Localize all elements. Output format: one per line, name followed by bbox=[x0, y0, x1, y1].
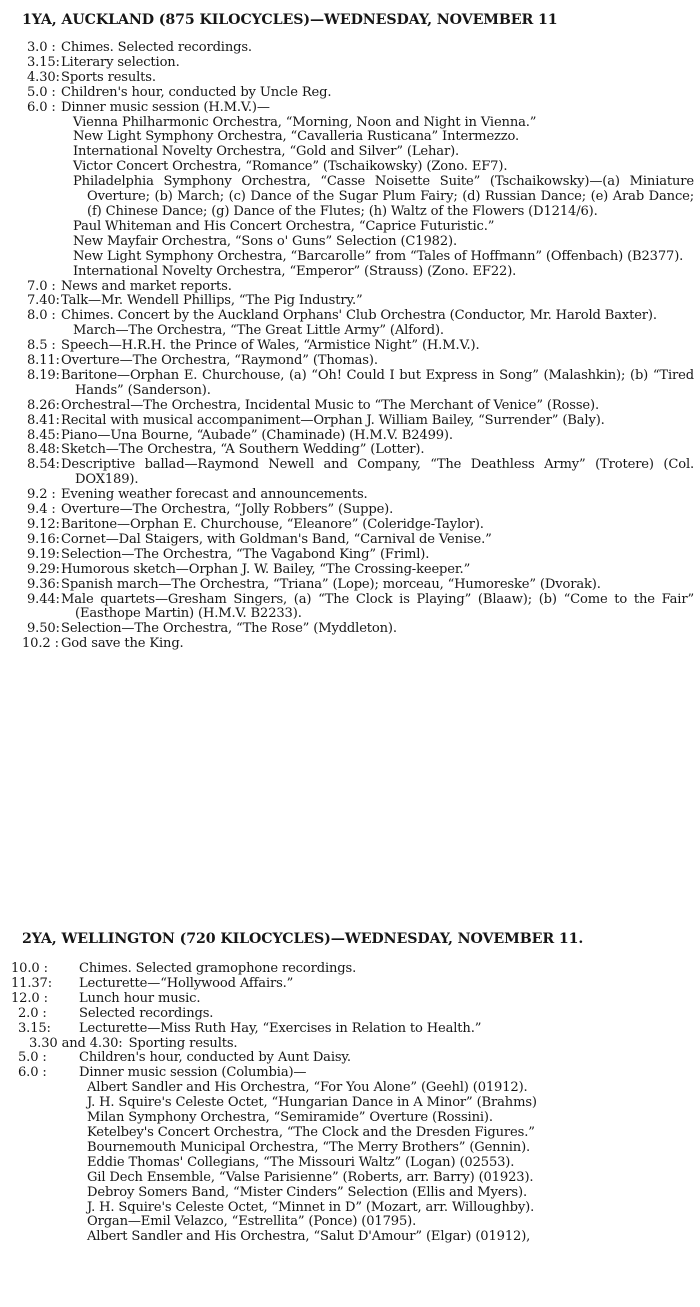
entry-text: J. H. Squire's Celeste Octet, “Hungarian Dance in A Minor” (Brahms) bbox=[87, 1095, 537, 1111]
entry-text: Speech—H.R.H. the Prince of Wales, “Armistice Night” (H.M.V.). bbox=[61, 338, 480, 354]
programme-entry bbox=[0, 1022, 700, 1037]
entry-text: Gil Dech Ensemble, “Valse Parisienne” (Roberts, arr. Barry) (01923). bbox=[87, 1169, 534, 1185]
programme-item bbox=[0, 1111, 700, 1126]
programme-item bbox=[0, 1201, 700, 1216]
entry-time: 9.12: bbox=[27, 517, 60, 532]
section-2-heading: 2YA, WELLINGTON (720 KILOCYCLES)—WEDNESDAY, NOVEMBER 11. bbox=[22, 931, 584, 947]
entry-time: 6.0 : bbox=[18, 1065, 47, 1081]
entry-text: Cornet—Dal Staigers, with Goldman's Band, “Carnival de Venise.” bbox=[61, 531, 492, 547]
entry-text: Vienna Philharmonic Orchestra, “Morning, Noon and Night in Vienna.” bbox=[73, 114, 537, 130]
entry-text: Overture—The Orchestra, “Raymond” (Thomas). bbox=[61, 353, 378, 369]
entry-time: 2.0 : bbox=[18, 1005, 47, 1021]
entry-text: Chimes. Concert by the Auckland Orphans' Club Orchestra (Conductor, Mr. Harold Baxter). bbox=[61, 308, 657, 324]
entry-time: 8.54: bbox=[27, 457, 60, 473]
entry-text: Lecturette—Miss Ruth Hay, “Exercises in Relation to Health.” bbox=[79, 1020, 482, 1036]
entry-time: 10.0 : bbox=[11, 961, 48, 976]
entry-time: 8.11: bbox=[27, 353, 60, 369]
entry-time: 9.50: bbox=[27, 621, 60, 637]
section-1-programme-list bbox=[0, 41, 700, 652]
entry-time: 3.15: bbox=[18, 1020, 51, 1036]
entry-text: Bournemouth Municipal Orchestra, “The Merry Brothers” (Gennin). bbox=[87, 1139, 531, 1155]
entry-time: 7.0 : bbox=[27, 278, 56, 294]
entry-text: Evening weather forecast and announcements. bbox=[61, 487, 368, 503]
entry-text: Chimes. Selected gramophone recordings. bbox=[79, 961, 357, 976]
programme-item bbox=[0, 1126, 700, 1141]
entry-time: 8.45: bbox=[27, 427, 60, 443]
programme-entry bbox=[0, 533, 700, 548]
programme-entry bbox=[0, 354, 700, 369]
entry-text: Lecturette—“Hollywood Affairs.” bbox=[79, 975, 294, 991]
entry-time: 9.4 : bbox=[27, 502, 56, 518]
programme-item bbox=[0, 145, 700, 160]
entry-text: Spanish march—The Orchestra, “Triana” (Lope); morceau, “Humoreske” (Dvorak). bbox=[61, 576, 601, 592]
programme-entry bbox=[0, 488, 700, 503]
entry-text: Dinner music session (H.M.V.)— bbox=[61, 99, 270, 115]
entry-time: 9.36: bbox=[27, 576, 60, 592]
section-1-heading: 1YA, AUCKLAND (875 KILOCYCLES)—WEDNESDAY, NOVEMBER 11 bbox=[22, 12, 558, 28]
programme-item bbox=[0, 1186, 700, 1201]
programme-entry bbox=[0, 429, 700, 444]
entry-time: 9.29: bbox=[27, 561, 60, 577]
entry-text: Selection—The Orchestra, “The Rose” (Myddleton). bbox=[61, 621, 397, 637]
programme-entry bbox=[0, 1007, 700, 1022]
entry-text: Selection—The Orchestra, “The Vagabond King” (Friml). bbox=[61, 546, 430, 562]
entry-text: Milan Symphony Orchestra, “Semiramide” Overture (Rossini). bbox=[87, 1110, 493, 1126]
entry-time: 5.0 : bbox=[27, 84, 56, 100]
entry-time: 8.41: bbox=[27, 412, 60, 428]
entry-text: March—The Orchestra, “The Great Little Army” (Alford). bbox=[73, 323, 444, 339]
entry-text: Albert Sandler and His Orchestra, “Salut D'Amour” (Elgar) (01912), bbox=[87, 1229, 531, 1245]
entry-time: 8.26: bbox=[27, 397, 60, 413]
programme-entry bbox=[0, 977, 700, 992]
entry-text: God save the King. bbox=[61, 636, 184, 652]
entry-time: 9.2 : bbox=[27, 487, 56, 503]
entry-text: Philadelphia Symphony Orchestra, “Casse Noisette Suite” (Tschaikowsky)—(a) Miniature Overture; (b) March; (c) Dance of the Sugar Plum Fairy; (d) Russian Dance; (e) Arab Dance; (f) Chinese Dance; (g) Dance of the Flutes; (h) Waltz of the Flowers (D1214/6). bbox=[73, 174, 694, 219]
entry-text: Chimes. Selected recordings. bbox=[61, 40, 252, 55]
programme-item bbox=[0, 175, 700, 220]
entry-text: Male quartets—Gresham Singers, (a) “The Clock is Playing” (Blaaw); (b) “Come to the Fair” (Easthope Martin) (H.M.V. B2233). bbox=[61, 591, 694, 622]
section-2-programme-list bbox=[0, 962, 700, 1245]
entry-time: 3.0 : bbox=[27, 40, 56, 55]
entry-text: Children's hour, conducted by Uncle Reg. bbox=[61, 84, 332, 100]
programme-item bbox=[0, 1156, 700, 1171]
programme-entry bbox=[0, 548, 700, 563]
entry-text: International Novelty Orchestra, “Gold and Silver” (Lehar). bbox=[73, 144, 460, 160]
programme-entry bbox=[0, 1066, 700, 1081]
entry-time: 8.0 : bbox=[27, 308, 56, 324]
programme-item bbox=[0, 324, 700, 339]
entry-text: Debroy Somers Band, “Mister Cinders” Selection (Ellis and Myers). bbox=[87, 1184, 527, 1200]
programme-entry bbox=[0, 369, 700, 399]
programme-item bbox=[0, 1096, 700, 1111]
programme-entry bbox=[0, 1051, 700, 1066]
entry-text: Selected recordings. bbox=[79, 1005, 214, 1021]
programme-item bbox=[0, 235, 700, 250]
entry-text: Overture—The Orchestra, “Jolly Robbers” (Suppe). bbox=[61, 502, 394, 518]
programme-entry bbox=[0, 414, 700, 429]
programme-entry bbox=[0, 443, 700, 458]
entry-time: 10.2 : bbox=[22, 636, 59, 652]
programme-item bbox=[0, 265, 700, 280]
entry-text: Talk—Mr. Wendell Phillips, “The Pig Industry.” bbox=[61, 293, 363, 309]
entry-text: Sports results. bbox=[61, 69, 156, 85]
entry-time: 8.48: bbox=[27, 442, 60, 458]
entry-text: Children's hour, conducted by Aunt Daisy. bbox=[79, 1050, 351, 1066]
programme-entry bbox=[0, 622, 700, 637]
programme-entry bbox=[0, 992, 700, 1007]
entry-time: 9.19: bbox=[27, 546, 60, 562]
entry-time: 12.0 : bbox=[11, 990, 48, 1006]
programme-item bbox=[0, 130, 700, 145]
entry-text: News and market reports. bbox=[61, 278, 232, 294]
programme-entry bbox=[0, 962, 700, 977]
programme-entry bbox=[0, 280, 700, 295]
entry-text: Descriptive ballad—Raymond Newell and Company, “The Deathless Army” (Trotere) (Col. DOX189). bbox=[61, 457, 694, 488]
programme-entry bbox=[0, 294, 700, 309]
entry-text: New Mayfair Orchestra, “Sons o' Guns” Selection (C1982). bbox=[73, 233, 457, 249]
entry-time: 9.44: bbox=[27, 591, 60, 607]
programme-entry bbox=[0, 563, 700, 578]
entry-time: 8.19: bbox=[27, 367, 60, 383]
entry-text: Sketch—The Orchestra, “A Southern Wedding” (Lotter). bbox=[61, 442, 425, 458]
programme-item bbox=[0, 116, 700, 131]
entry-text: Paul Whiteman and His Concert Orchestra, “Caprice Futuristic.” bbox=[73, 218, 495, 234]
entry-text: Piano—Una Bourne, “Aubade” (Chaminade) (H.M.V. B2499). bbox=[61, 427, 453, 443]
programme-entry bbox=[0, 399, 700, 414]
entry-text: Eddie Thomas' Collegians, “The Missouri Waltz” (Logan) (02553). bbox=[87, 1154, 515, 1170]
entry-text: Organ—Emil Velazco, “Estrellita” (Ponce) (01795). bbox=[87, 1214, 417, 1230]
entry-text: Humorous sketch—Orphan J. W. Bailey, “The Crossing-keeper.” bbox=[61, 561, 471, 577]
entry-text: International Novelty Orchestra, “Emperor” (Strauss) (Zono. EF22). bbox=[73, 263, 517, 279]
programme-entry bbox=[0, 1037, 700, 1052]
entry-text: Baritone—Orphan E. Churchouse, “Eleanore” (Coleridge-Taylor). bbox=[61, 517, 484, 532]
entry-time: 3.15: bbox=[27, 54, 60, 70]
programme-item bbox=[0, 220, 700, 235]
entry-time: 8.5 : bbox=[27, 338, 56, 354]
entry-text: Victor Concert Orchestra, “Romance” (Tschaikowsky) (Zono. EF7). bbox=[73, 159, 508, 175]
programme-entry bbox=[0, 518, 700, 533]
entry-time: 7.40: bbox=[27, 293, 60, 309]
entry-text: Orchestral—The Orchestra, Incidental Music to “The Merchant of Venice” (Rosse). bbox=[61, 397, 599, 413]
entry-text: New Light Symphony Orchestra, “Barcarolle” from “Tales of Hoffmann” (Offenbach) (B2377). bbox=[73, 248, 684, 264]
entry-time: 5.0 : bbox=[18, 1050, 47, 1066]
programme-entry bbox=[0, 41, 700, 56]
entry-text: Sporting results. bbox=[128, 1035, 238, 1051]
programme-entry bbox=[0, 101, 700, 116]
programme-entry bbox=[0, 578, 700, 593]
entry-time: 6.0 : bbox=[27, 99, 56, 115]
programme-entry bbox=[0, 309, 700, 324]
programme-entry bbox=[0, 458, 700, 488]
programme-entry bbox=[0, 637, 700, 652]
programme-item bbox=[0, 160, 700, 175]
programme-item bbox=[0, 250, 700, 265]
entry-text: J. H. Squire's Celeste Octet, “Minnet in D” (Mozart, arr. Willoughby). bbox=[87, 1199, 535, 1215]
programme-entry bbox=[0, 339, 700, 354]
entry-text: Lunch hour music. bbox=[79, 990, 201, 1006]
entry-text: Recital with musical accompaniment—Orphan J. William Bailey, “Surrender” (Baly). bbox=[61, 412, 605, 428]
programme-item bbox=[0, 1141, 700, 1156]
entry-text: Baritone—Orphan E. Churchouse, (a) “Oh! Could I but Express in Song” (Malashkin); (b) “Tired Hands” (Sanderson). bbox=[61, 367, 694, 398]
programme-item bbox=[0, 1215, 700, 1230]
entry-text: Albert Sandler and His Orchestra, “For You Alone” (Geehl) (01912). bbox=[87, 1080, 528, 1096]
programme-item bbox=[0, 1171, 700, 1186]
programme-item bbox=[0, 1230, 700, 1245]
entry-time: 9.16: bbox=[27, 531, 60, 547]
entry-text: Dinner music session (Columbia)— bbox=[79, 1065, 307, 1081]
programme-entry bbox=[0, 86, 700, 101]
entry-text: Literary selection. bbox=[61, 54, 180, 70]
programme-entry bbox=[0, 56, 700, 71]
programme-entry bbox=[0, 503, 700, 518]
entry-text: New Light Symphony Orchestra, “Cavalleria Rusticana” Intermezzo. bbox=[73, 129, 520, 145]
entry-text: Ketelbey's Concert Orchestra, “The Clock and the Dresden Figures.” bbox=[87, 1124, 535, 1140]
entry-time: 3.30 and 4.30: bbox=[29, 1035, 123, 1051]
entry-time: 4.30: bbox=[27, 69, 60, 85]
programme-item bbox=[0, 1081, 700, 1096]
programme-entry bbox=[0, 593, 700, 623]
entry-time: 11.37: bbox=[11, 975, 52, 991]
programme-entry bbox=[0, 71, 700, 86]
